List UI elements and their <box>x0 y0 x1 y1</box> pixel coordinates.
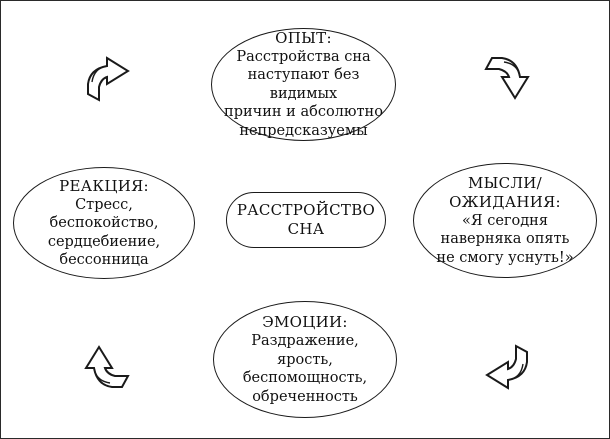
thoughts-line: не смогу уснуть!» <box>436 249 574 266</box>
reaction-title: РЕАКЦИЯ: <box>59 176 149 195</box>
reaction-line: бессонница <box>59 252 149 268</box>
experience-line: Расстройства сна <box>236 48 371 65</box>
thoughts-title: МЫСЛИ/ <box>467 173 543 192</box>
curved-arrow-up-right-icon <box>83 55 131 103</box>
emotions-line: Раздражение, <box>251 333 359 349</box>
curved-arrow-up-left-icon <box>83 344 131 392</box>
thoughts-line: «Я сегодня <box>462 212 548 229</box>
curved-arrow-down-right-icon <box>483 53 531 101</box>
thoughts-line: наверняка опять <box>440 231 570 248</box>
thoughts-node <box>413 163 597 278</box>
curved-arrow-down-left-icon <box>484 343 532 391</box>
reaction-line: сердцебиение, <box>47 233 161 250</box>
emotions-node <box>213 301 397 418</box>
reaction-line: беспокойство, <box>49 215 159 231</box>
experience-title: ОПЫТ: <box>275 28 332 47</box>
experience-node <box>211 28 396 141</box>
thoughts-title: ОЖИДАНИЯ: <box>449 192 561 211</box>
center-label: СНА <box>287 220 325 238</box>
emotions-line: ярость, <box>277 351 333 368</box>
center-label: РАССТРОЙСТВО <box>236 201 376 219</box>
experience-line: непредсказуемы <box>239 122 368 139</box>
experience-line: наступают без видимых <box>247 67 360 102</box>
experience-line: причин и абсолютно <box>224 104 383 121</box>
sleep-disorder-center-node <box>226 192 386 248</box>
reaction-line: Стресс, <box>75 196 133 213</box>
emotions-line: беспомощность, <box>242 370 368 386</box>
emotions-line: обреченность <box>252 388 358 405</box>
reaction-node <box>13 167 195 279</box>
emotions-title: ЭМОЦИИ: <box>262 313 348 331</box>
